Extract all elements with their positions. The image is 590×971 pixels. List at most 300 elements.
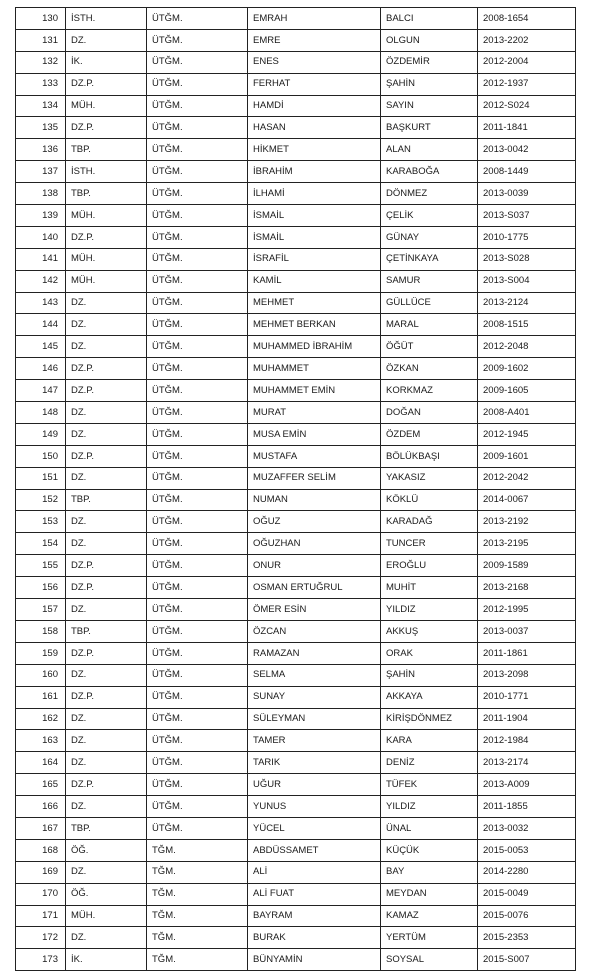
branch-cell: DZ.: [66, 314, 147, 336]
row-number-cell: 171: [16, 905, 66, 927]
branch-cell: TBP.: [66, 489, 147, 511]
table-row: [16, 817, 576, 839]
rank-cell: ÜTĞM.: [147, 796, 248, 818]
registry-number-cell: 2010-1775: [478, 226, 576, 248]
branch-cell: TBP.: [66, 139, 147, 161]
row-number-cell: 153: [16, 511, 66, 533]
rank-cell: ÜTĞM.: [147, 708, 248, 730]
table-row: [16, 686, 576, 708]
rank-cell: ÜTĞM.: [147, 73, 248, 95]
row-number-cell: 156: [16, 577, 66, 599]
first-name-cell: ÖMER ESİN: [248, 599, 381, 621]
row-number-cell: 163: [16, 730, 66, 752]
last-name-cell: MARAL: [381, 314, 478, 336]
branch-cell: DZ.: [66, 423, 147, 445]
rank-cell: ÜTĞM.: [147, 686, 248, 708]
registry-number-cell: 2011-1861: [478, 642, 576, 664]
branch-cell: DZ.P.: [66, 380, 147, 402]
registry-number-cell: 2013-0037: [478, 620, 576, 642]
row-number-cell: 152: [16, 489, 66, 511]
last-name-cell: ÖZDEMİR: [381, 51, 478, 73]
branch-cell: DZ.: [66, 730, 147, 752]
first-name-cell: MEHMET BERKAN: [248, 314, 381, 336]
first-name-cell: UĞUR: [248, 774, 381, 796]
row-number-cell: 164: [16, 752, 66, 774]
table-row: [16, 949, 576, 971]
first-name-cell: ABDÜSSAMET: [248, 839, 381, 861]
registry-number-cell: 2008-1515: [478, 314, 576, 336]
first-name-cell: İSRAFİL: [248, 248, 381, 270]
registry-number-cell: 2012-1984: [478, 730, 576, 752]
first-name-cell: İSMAİL: [248, 226, 381, 248]
last-name-cell: KARA: [381, 730, 478, 752]
last-name-cell: ORAK: [381, 642, 478, 664]
registry-number-cell: 2013-2195: [478, 533, 576, 555]
registry-number-cell: 2013-2174: [478, 752, 576, 774]
rank-cell: ÜTĞM.: [147, 817, 248, 839]
branch-cell: DZ.P.: [66, 642, 147, 664]
row-number-cell: 134: [16, 95, 66, 117]
first-name-cell: BURAK: [248, 927, 381, 949]
registry-number-cell: 2013-S037: [478, 205, 576, 227]
registry-number-cell: 2013-2168: [478, 577, 576, 599]
row-number-cell: 139: [16, 205, 66, 227]
rank-cell: ÜTĞM.: [147, 292, 248, 314]
last-name-cell: ÜNAL: [381, 817, 478, 839]
first-name-cell: SÜLEYMAN: [248, 708, 381, 730]
table-row: [16, 8, 576, 30]
first-name-cell: HASAN: [248, 117, 381, 139]
first-name-cell: MUSTAFA: [248, 445, 381, 467]
table-row: [16, 861, 576, 883]
first-name-cell: MURAT: [248, 402, 381, 424]
last-name-cell: OLGUN: [381, 29, 478, 51]
table-row: [16, 358, 576, 380]
table-row: [16, 29, 576, 51]
last-name-cell: BAY: [381, 861, 478, 883]
rank-cell: ÜTĞM.: [147, 423, 248, 445]
branch-cell: DZ.: [66, 292, 147, 314]
personnel-table: [15, 7, 576, 971]
table-row: [16, 270, 576, 292]
first-name-cell: FERHAT: [248, 73, 381, 95]
branch-cell: DZ.: [66, 402, 147, 424]
table-row: [16, 511, 576, 533]
last-name-cell: AKKAYA: [381, 686, 478, 708]
rank-cell: ÜTĞM.: [147, 730, 248, 752]
branch-cell: DZ.P.: [66, 73, 147, 95]
last-name-cell: MEYDAN: [381, 883, 478, 905]
registry-number-cell: 2012-1937: [478, 73, 576, 95]
first-name-cell: OĞUZ: [248, 511, 381, 533]
registry-number-cell: 2013-A009: [478, 774, 576, 796]
last-name-cell: ALAN: [381, 139, 478, 161]
first-name-cell: KAMİL: [248, 270, 381, 292]
branch-cell: DZ.: [66, 796, 147, 818]
row-number-cell: 155: [16, 555, 66, 577]
branch-cell: TBP.: [66, 817, 147, 839]
first-name-cell: İBRAHİM: [248, 161, 381, 183]
branch-cell: İK.: [66, 51, 147, 73]
first-name-cell: BAYRAM: [248, 905, 381, 927]
table-row: [16, 533, 576, 555]
first-name-cell: NUMAN: [248, 489, 381, 511]
first-name-cell: MEHMET: [248, 292, 381, 314]
row-number-cell: 160: [16, 664, 66, 686]
first-name-cell: EMRAH: [248, 8, 381, 30]
table-row: [16, 205, 576, 227]
table-row: [16, 402, 576, 424]
branch-cell: DZ.: [66, 533, 147, 555]
registry-number-cell: 2008-1654: [478, 8, 576, 30]
first-name-cell: ÖZCAN: [248, 620, 381, 642]
rank-cell: ÜTĞM.: [147, 314, 248, 336]
branch-cell: DZ.P.: [66, 445, 147, 467]
table-row: [16, 620, 576, 642]
registry-number-cell: 2013-0042: [478, 139, 576, 161]
registry-number-cell: 2015-0076: [478, 905, 576, 927]
branch-cell: DZ.: [66, 708, 147, 730]
table-row: [16, 730, 576, 752]
branch-cell: MÜH.: [66, 270, 147, 292]
branch-cell: ÖĞ.: [66, 839, 147, 861]
rank-cell: ÜTĞM.: [147, 489, 248, 511]
registry-number-cell: 2013-0032: [478, 817, 576, 839]
rank-cell: ÜTĞM.: [147, 95, 248, 117]
table-row: [16, 555, 576, 577]
rank-cell: ÜTĞM.: [147, 183, 248, 205]
first-name-cell: TARIK: [248, 752, 381, 774]
rank-cell: ÜTĞM.: [147, 555, 248, 577]
row-number-cell: 135: [16, 117, 66, 139]
last-name-cell: MUHİT: [381, 577, 478, 599]
last-name-cell: TÜFEK: [381, 774, 478, 796]
last-name-cell: SOYSAL: [381, 949, 478, 971]
last-name-cell: KİRİŞDÖNMEZ: [381, 708, 478, 730]
first-name-cell: HAMDİ: [248, 95, 381, 117]
registry-number-cell: 2009-1602: [478, 358, 576, 380]
rank-cell: ÜTĞM.: [147, 139, 248, 161]
rank-cell: ÜTĞM.: [147, 380, 248, 402]
table-row: [16, 117, 576, 139]
first-name-cell: MUSA EMİN: [248, 423, 381, 445]
registry-number-cell: 2008-A401: [478, 402, 576, 424]
branch-cell: İSTH.: [66, 161, 147, 183]
row-number-cell: 136: [16, 139, 66, 161]
registry-number-cell: 2011-1904: [478, 708, 576, 730]
row-number-cell: 161: [16, 686, 66, 708]
branch-cell: DZ.P.: [66, 117, 147, 139]
branch-cell: DZ.P.: [66, 774, 147, 796]
table-row: [16, 796, 576, 818]
rank-cell: ÜTĞM.: [147, 29, 248, 51]
last-name-cell: KARADAĞ: [381, 511, 478, 533]
registry-number-cell: 2014-2280: [478, 861, 576, 883]
branch-cell: TBP.: [66, 183, 147, 205]
branch-cell: DZ.P.: [66, 686, 147, 708]
last-name-cell: EROĞLU: [381, 555, 478, 577]
branch-cell: MÜH.: [66, 95, 147, 117]
table-row: [16, 708, 576, 730]
branch-cell: DZ.: [66, 511, 147, 533]
rank-cell: TĞM.: [147, 949, 248, 971]
table-row: [16, 161, 576, 183]
rank-cell: ÜTĞM.: [147, 402, 248, 424]
branch-cell: DZ.: [66, 664, 147, 686]
last-name-cell: KAMAZ: [381, 905, 478, 927]
last-name-cell: YILDIZ: [381, 796, 478, 818]
last-name-cell: KÖKLÜ: [381, 489, 478, 511]
rank-cell: ÜTĞM.: [147, 620, 248, 642]
row-number-cell: 133: [16, 73, 66, 95]
table-row: [16, 95, 576, 117]
first-name-cell: YUNUS: [248, 796, 381, 818]
last-name-cell: DENİZ: [381, 752, 478, 774]
table-row: [16, 183, 576, 205]
row-number-cell: 141: [16, 248, 66, 270]
rank-cell: TĞM.: [147, 905, 248, 927]
last-name-cell: YAKASIZ: [381, 467, 478, 489]
table-row: [16, 752, 576, 774]
rank-cell: TĞM.: [147, 883, 248, 905]
table-row: [16, 248, 576, 270]
rank-cell: ÜTĞM.: [147, 205, 248, 227]
registry-number-cell: 2013-2202: [478, 29, 576, 51]
first-name-cell: ALİ FUAT: [248, 883, 381, 905]
rank-cell: TĞM.: [147, 927, 248, 949]
rank-cell: ÜTĞM.: [147, 358, 248, 380]
row-number-cell: 162: [16, 708, 66, 730]
registry-number-cell: 2012-2042: [478, 467, 576, 489]
table-row: [16, 139, 576, 161]
first-name-cell: BÜNYAMİN: [248, 949, 381, 971]
table-row: [16, 292, 576, 314]
branch-cell: DZ.: [66, 927, 147, 949]
table-row: [16, 73, 576, 95]
table-row: [16, 839, 576, 861]
last-name-cell: DOĞAN: [381, 402, 478, 424]
branch-cell: DZ.P.: [66, 555, 147, 577]
row-number-cell: 143: [16, 292, 66, 314]
first-name-cell: SELMA: [248, 664, 381, 686]
rank-cell: ÜTĞM.: [147, 599, 248, 621]
row-number-cell: 131: [16, 29, 66, 51]
rank-cell: ÜTĞM.: [147, 577, 248, 599]
table-row: [16, 883, 576, 905]
table-row: [16, 642, 576, 664]
last-name-cell: KORKMAZ: [381, 380, 478, 402]
registry-number-cell: 2012-2004: [478, 51, 576, 73]
row-number-cell: 148: [16, 402, 66, 424]
row-number-cell: 146: [16, 358, 66, 380]
last-name-cell: KÜÇÜK: [381, 839, 478, 861]
rank-cell: TĞM.: [147, 861, 248, 883]
last-name-cell: KARABOĞA: [381, 161, 478, 183]
row-number-cell: 147: [16, 380, 66, 402]
table-row: [16, 314, 576, 336]
table-row: [16, 489, 576, 511]
rank-cell: ÜTĞM.: [147, 533, 248, 555]
branch-cell: DZ.P.: [66, 358, 147, 380]
branch-cell: DZ.: [66, 599, 147, 621]
row-number-cell: 172: [16, 927, 66, 949]
rank-cell: ÜTĞM.: [147, 226, 248, 248]
last-name-cell: GÜNAY: [381, 226, 478, 248]
row-number-cell: 138: [16, 183, 66, 205]
registry-number-cell: 2012-1995: [478, 599, 576, 621]
row-number-cell: 130: [16, 8, 66, 30]
branch-cell: TBP.: [66, 620, 147, 642]
first-name-cell: İLHAMİ: [248, 183, 381, 205]
registry-number-cell: 2013-2192: [478, 511, 576, 533]
last-name-cell: ÇELİK: [381, 205, 478, 227]
rank-cell: ÜTĞM.: [147, 248, 248, 270]
branch-cell: DZ.: [66, 467, 147, 489]
last-name-cell: AKKUŞ: [381, 620, 478, 642]
branch-cell: ÖĞ.: [66, 883, 147, 905]
last-name-cell: ŞAHİN: [381, 73, 478, 95]
branch-cell: İK.: [66, 949, 147, 971]
row-number-cell: 157: [16, 599, 66, 621]
last-name-cell: SAMUR: [381, 270, 478, 292]
row-number-cell: 165: [16, 774, 66, 796]
table-row: [16, 423, 576, 445]
row-number-cell: 173: [16, 949, 66, 971]
first-name-cell: MUHAMMET EMİN: [248, 380, 381, 402]
registry-number-cell: 2011-1841: [478, 117, 576, 139]
table-row: [16, 380, 576, 402]
registry-number-cell: 2013-S004: [478, 270, 576, 292]
rank-cell: ÜTĞM.: [147, 117, 248, 139]
last-name-cell: DÖNMEZ: [381, 183, 478, 205]
rank-cell: ÜTĞM.: [147, 511, 248, 533]
table-row: [16, 927, 576, 949]
table-row: [16, 664, 576, 686]
first-name-cell: YÜCEL: [248, 817, 381, 839]
row-number-cell: 159: [16, 642, 66, 664]
first-name-cell: ALİ: [248, 861, 381, 883]
registry-number-cell: 2013-2124: [478, 292, 576, 314]
registry-number-cell: 2012-S024: [478, 95, 576, 117]
row-number-cell: 167: [16, 817, 66, 839]
last-name-cell: ÖZDEM: [381, 423, 478, 445]
registry-number-cell: 2015-2353: [478, 927, 576, 949]
last-name-cell: YERTÜM: [381, 927, 478, 949]
row-number-cell: 166: [16, 796, 66, 818]
row-number-cell: 140: [16, 226, 66, 248]
branch-cell: DZ.: [66, 752, 147, 774]
registry-number-cell: 2013-2098: [478, 664, 576, 686]
registry-number-cell: 2012-2048: [478, 336, 576, 358]
rank-cell: ÜTĞM.: [147, 336, 248, 358]
branch-cell: DZ.: [66, 861, 147, 883]
table-row: [16, 51, 576, 73]
registry-number-cell: 2013-S028: [478, 248, 576, 270]
registry-number-cell: 2015-0049: [478, 883, 576, 905]
first-name-cell: ONUR: [248, 555, 381, 577]
first-name-cell: EMRE: [248, 29, 381, 51]
branch-cell: MÜH.: [66, 905, 147, 927]
registry-number-cell: 2008-1449: [478, 161, 576, 183]
first-name-cell: OĞUZHAN: [248, 533, 381, 555]
rank-cell: ÜTĞM.: [147, 642, 248, 664]
registry-number-cell: 2009-1601: [478, 445, 576, 467]
row-number-cell: 151: [16, 467, 66, 489]
rank-cell: ÜTĞM.: [147, 51, 248, 73]
registry-number-cell: 2011-1855: [478, 796, 576, 818]
last-name-cell: GÜLLÜCE: [381, 292, 478, 314]
table-row: [16, 774, 576, 796]
last-name-cell: ŞAHİN: [381, 664, 478, 686]
row-number-cell: 144: [16, 314, 66, 336]
registry-number-cell: 2015-0053: [478, 839, 576, 861]
first-name-cell: MUHAMMET: [248, 358, 381, 380]
branch-cell: DZ.: [66, 29, 147, 51]
registry-number-cell: 2013-0039: [478, 183, 576, 205]
branch-cell: DZ.P.: [66, 226, 147, 248]
row-number-cell: 154: [16, 533, 66, 555]
row-number-cell: 169: [16, 861, 66, 883]
registry-number-cell: 2015-S007: [478, 949, 576, 971]
registry-number-cell: 2012-1945: [478, 423, 576, 445]
branch-cell: DZ.P.: [66, 577, 147, 599]
row-number-cell: 170: [16, 883, 66, 905]
table-row: [16, 905, 576, 927]
last-name-cell: SAYIN: [381, 95, 478, 117]
row-number-cell: 150: [16, 445, 66, 467]
row-number-cell: 149: [16, 423, 66, 445]
registry-number-cell: 2009-1589: [478, 555, 576, 577]
first-name-cell: İSMAİL: [248, 205, 381, 227]
rank-cell: ÜTĞM.: [147, 8, 248, 30]
table-body: [16, 8, 576, 971]
table-row: [16, 577, 576, 599]
last-name-cell: ÇETİNKAYA: [381, 248, 478, 270]
last-name-cell: YILDIZ: [381, 599, 478, 621]
table-row: [16, 599, 576, 621]
registry-number-cell: 2009-1605: [478, 380, 576, 402]
registry-number-cell: 2014-0067: [478, 489, 576, 511]
last-name-cell: TUNCER: [381, 533, 478, 555]
first-name-cell: HİKMET: [248, 139, 381, 161]
table-row: [16, 226, 576, 248]
table-row: [16, 445, 576, 467]
rank-cell: ÜTĞM.: [147, 664, 248, 686]
rank-cell: ÜTĞM.: [147, 752, 248, 774]
row-number-cell: 168: [16, 839, 66, 861]
last-name-cell: ÖZKAN: [381, 358, 478, 380]
branch-cell: DZ.: [66, 336, 147, 358]
branch-cell: İSTH.: [66, 8, 147, 30]
table-row: [16, 467, 576, 489]
table-row: [16, 336, 576, 358]
first-name-cell: MUHAMMED İBRAHİM: [248, 336, 381, 358]
rank-cell: ÜTĞM.: [147, 774, 248, 796]
row-number-cell: 132: [16, 51, 66, 73]
last-name-cell: BAŞKURT: [381, 117, 478, 139]
first-name-cell: ENES: [248, 51, 381, 73]
rank-cell: ÜTĞM.: [147, 467, 248, 489]
rank-cell: ÜTĞM.: [147, 445, 248, 467]
row-number-cell: 137: [16, 161, 66, 183]
first-name-cell: OSMAN ERTUĞRUL: [248, 577, 381, 599]
rank-cell: TĞM.: [147, 839, 248, 861]
rank-cell: ÜTĞM.: [147, 161, 248, 183]
first-name-cell: RAMAZAN: [248, 642, 381, 664]
registry-number-cell: 2010-1771: [478, 686, 576, 708]
last-name-cell: BALCI: [381, 8, 478, 30]
last-name-cell: BÖLÜKBAŞI: [381, 445, 478, 467]
